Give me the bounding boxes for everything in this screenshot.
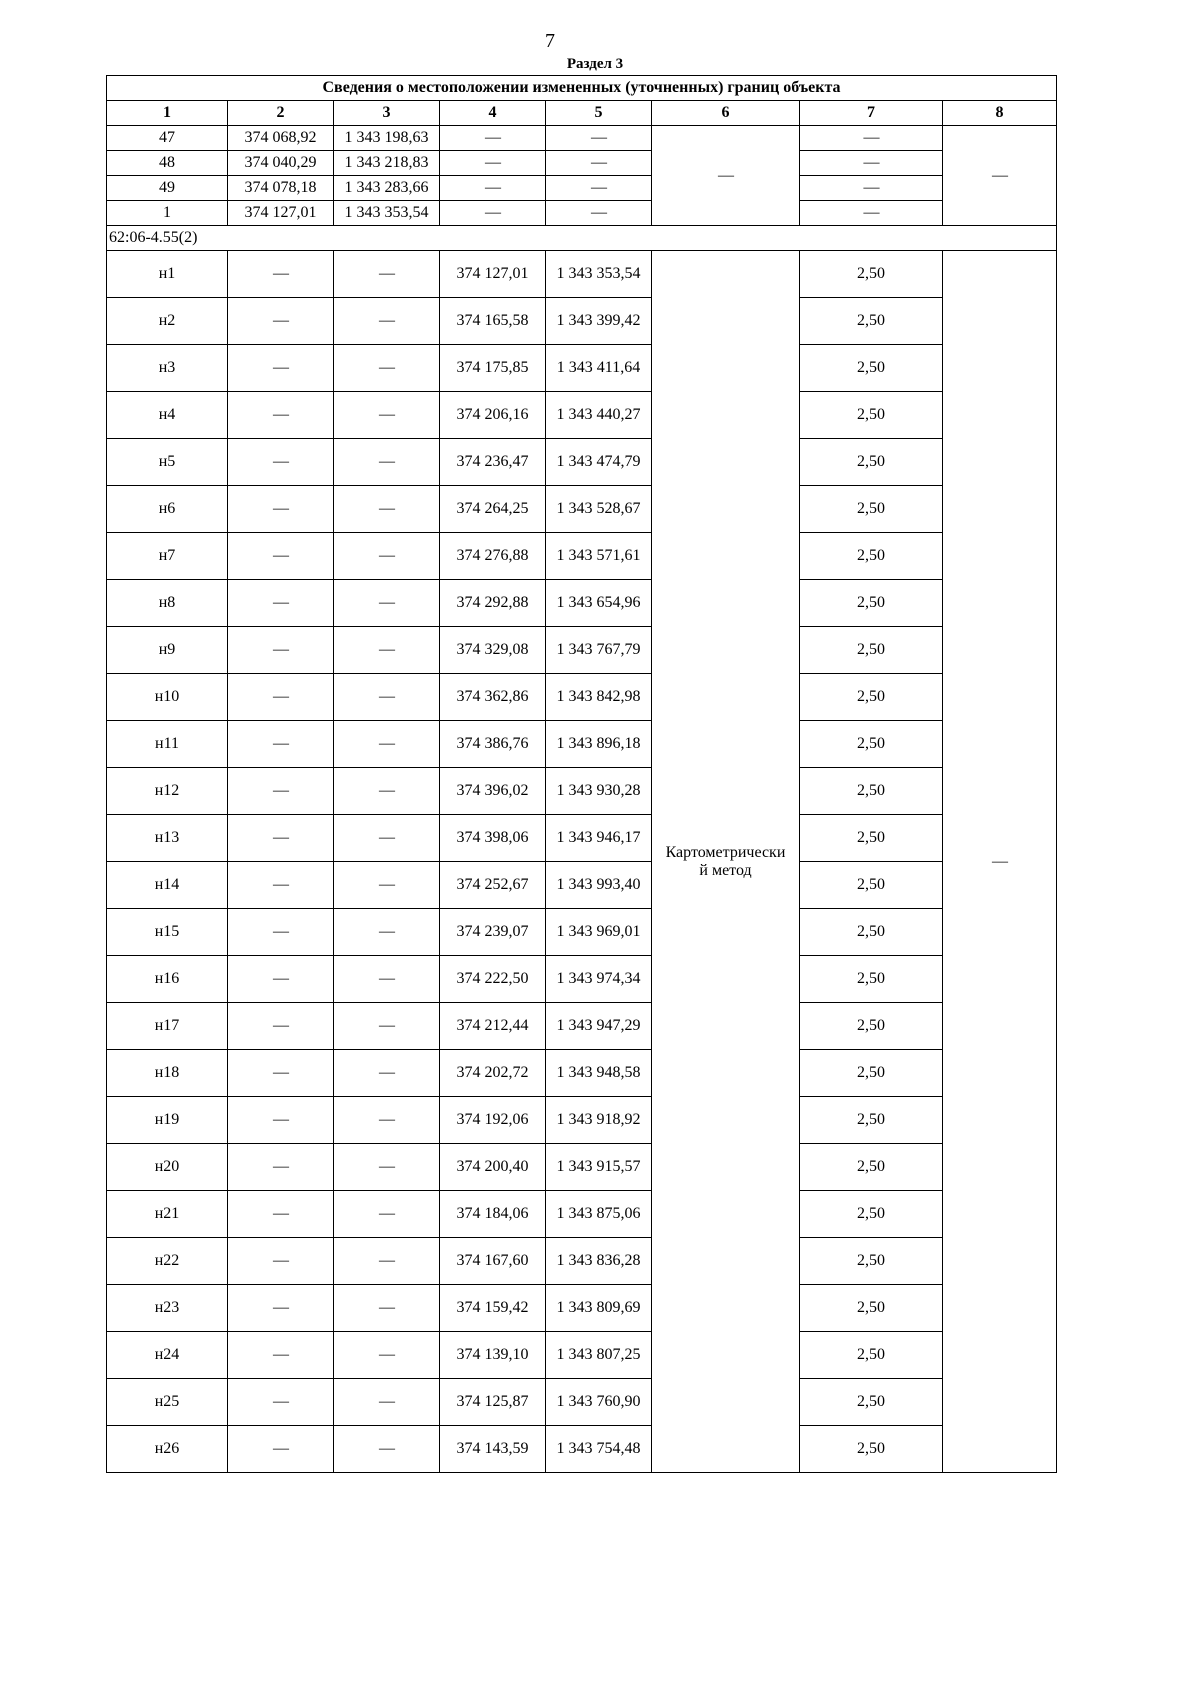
y-old-cell: — <box>334 1332 440 1379</box>
point-number-cell: н23 <box>107 1285 228 1332</box>
x-old-cell: — <box>228 1285 334 1332</box>
accuracy-cell: 2,50 <box>800 298 943 345</box>
method-cell: Картометрически й метод <box>652 251 800 1473</box>
table-row <box>107 176 1057 201</box>
y-new-cell: 1 343 767,79 <box>546 627 652 674</box>
x-old-cell: — <box>228 721 334 768</box>
table-row <box>107 201 1057 226</box>
y-old-cell: — <box>334 580 440 627</box>
accuracy-cell: 2,50 <box>800 721 943 768</box>
x-new-cell: 374 125,87 <box>440 1379 546 1426</box>
table-row <box>107 251 1057 298</box>
y-new-cell: — <box>546 151 652 176</box>
column-number: 8 <box>943 101 1057 126</box>
column-number: 2 <box>228 101 334 126</box>
accuracy-cell: 2,50 <box>800 627 943 674</box>
x-new-cell: 374 202,72 <box>440 1050 546 1097</box>
point-number-cell: н4 <box>107 392 228 439</box>
point-number-cell: н25 <box>107 1379 228 1426</box>
point-number-cell: 47 <box>107 126 228 151</box>
table-row <box>107 1285 1057 1332</box>
table-row <box>107 674 1057 721</box>
accuracy-cell: 2,50 <box>800 1191 943 1238</box>
table-row <box>107 1003 1057 1050</box>
accuracy-cell: 2,50 <box>800 1003 943 1050</box>
table-row <box>107 533 1057 580</box>
x-old-cell: — <box>228 815 334 862</box>
table-row <box>107 345 1057 392</box>
point-number-cell: н14 <box>107 862 228 909</box>
x-old-cell: — <box>228 1332 334 1379</box>
accuracy-cell: 2,50 <box>800 1097 943 1144</box>
x-new-cell: — <box>440 151 546 176</box>
x-old-cell: 374 127,01 <box>228 201 334 226</box>
accuracy-cell: 2,50 <box>800 956 943 1003</box>
point-number-cell: н11 <box>107 721 228 768</box>
point-number-cell: н2 <box>107 298 228 345</box>
y-old-cell: — <box>334 298 440 345</box>
note-cell: — <box>943 251 1057 1473</box>
y-new-cell: 1 343 528,67 <box>546 486 652 533</box>
table-row <box>107 815 1057 862</box>
x-new-cell: 374 206,16 <box>440 392 546 439</box>
accuracy-cell: 2,50 <box>800 674 943 721</box>
table-row <box>107 1097 1057 1144</box>
accuracy-cell: 2,50 <box>800 909 943 956</box>
section-title: Раздел 3 <box>566 56 624 72</box>
y-old-cell: — <box>334 1285 440 1332</box>
y-new-cell: 1 343 654,96 <box>546 580 652 627</box>
x-new-cell: 374 264,25 <box>440 486 546 533</box>
table-row <box>107 151 1057 176</box>
y-old-cell: — <box>334 674 440 721</box>
y-old-cell: — <box>334 1238 440 1285</box>
page-number: 7 <box>545 30 555 52</box>
y-old-cell: — <box>334 486 440 533</box>
y-old-cell: — <box>334 768 440 815</box>
point-number-cell: н5 <box>107 439 228 486</box>
table-row <box>107 392 1057 439</box>
point-number-cell: 48 <box>107 151 228 176</box>
y-new-cell: 1 343 946,17 <box>546 815 652 862</box>
column-number: 1 <box>107 101 228 126</box>
x-old-cell: — <box>228 392 334 439</box>
point-number-cell: 49 <box>107 176 228 201</box>
object-id-row <box>107 226 1057 251</box>
x-new-cell: 374 239,07 <box>440 909 546 956</box>
point-number-cell: н9 <box>107 627 228 674</box>
table-row <box>107 1144 1057 1191</box>
table-row <box>107 580 1057 627</box>
x-new-cell: 374 292,88 <box>440 580 546 627</box>
x-new-cell: — <box>440 176 546 201</box>
y-new-cell: 1 343 399,42 <box>546 298 652 345</box>
y-old-cell: — <box>334 533 440 580</box>
accuracy-cell: 2,50 <box>800 862 943 909</box>
point-number-cell: н18 <box>107 1050 228 1097</box>
x-old-cell: — <box>228 251 334 298</box>
y-old-cell: 1 343 218,83 <box>334 151 440 176</box>
x-new-cell: 374 127,01 <box>440 251 546 298</box>
y-new-cell: 1 343 440,27 <box>546 392 652 439</box>
point-number-cell: н1 <box>107 251 228 298</box>
y-old-cell: 1 343 353,54 <box>334 201 440 226</box>
table-row <box>107 1426 1057 1473</box>
y-new-cell: 1 343 918,92 <box>546 1097 652 1144</box>
x-new-cell: 374 236,47 <box>440 439 546 486</box>
x-new-cell: 374 175,85 <box>440 345 546 392</box>
x-new-cell: 374 396,02 <box>440 768 546 815</box>
y-new-cell: — <box>546 201 652 226</box>
x-old-cell: — <box>228 580 334 627</box>
point-number-cell: н21 <box>107 1191 228 1238</box>
table-row <box>107 298 1057 345</box>
y-new-cell: 1 343 807,25 <box>546 1332 652 1379</box>
column-number: 4 <box>440 101 546 126</box>
y-new-cell: — <box>546 176 652 201</box>
point-number-cell: н13 <box>107 815 228 862</box>
x-old-cell: 374 078,18 <box>228 176 334 201</box>
table-row <box>107 909 1057 956</box>
table-row <box>107 126 1057 151</box>
table-row <box>107 486 1057 533</box>
accuracy-cell: 2,50 <box>800 1379 943 1426</box>
method-cell: — <box>652 126 800 226</box>
table-row <box>107 439 1057 486</box>
y-new-cell: 1 343 411,64 <box>546 345 652 392</box>
y-old-cell: — <box>334 862 440 909</box>
x-old-cell: — <box>228 1238 334 1285</box>
y-new-cell: 1 343 809,69 <box>546 1285 652 1332</box>
x-old-cell: — <box>228 674 334 721</box>
x-new-cell: 374 184,06 <box>440 1191 546 1238</box>
column-number: 5 <box>546 101 652 126</box>
table-row <box>107 768 1057 815</box>
point-number-cell: н12 <box>107 768 228 815</box>
accuracy-cell: 2,50 <box>800 1050 943 1097</box>
point-number-cell: н22 <box>107 1238 228 1285</box>
x-old-cell: — <box>228 1050 334 1097</box>
y-old-cell: — <box>334 1097 440 1144</box>
table-row <box>107 721 1057 768</box>
table-row <box>107 627 1057 674</box>
x-old-cell: — <box>228 627 334 674</box>
y-old-cell: 1 343 283,66 <box>334 176 440 201</box>
x-old-cell: — <box>228 1191 334 1238</box>
x-old-cell: — <box>228 1426 334 1473</box>
y-old-cell: — <box>334 1050 440 1097</box>
column-number: 6 <box>652 101 800 126</box>
x-new-cell: 374 139,10 <box>440 1332 546 1379</box>
y-new-cell: 1 343 948,58 <box>546 1050 652 1097</box>
y-new-cell: 1 343 353,54 <box>546 251 652 298</box>
x-new-cell: 374 212,44 <box>440 1003 546 1050</box>
y-old-cell: — <box>334 627 440 674</box>
accuracy-cell: 2,50 <box>800 392 943 439</box>
accuracy-cell: — <box>800 201 943 226</box>
y-old-cell: — <box>334 909 440 956</box>
y-old-cell: — <box>334 1426 440 1473</box>
table-title: Сведения о местоположении измененных (уточненных) границ объекта <box>107 76 1057 101</box>
y-old-cell: — <box>334 251 440 298</box>
y-old-cell: — <box>334 345 440 392</box>
column-number: 3 <box>334 101 440 126</box>
accuracy-cell: 2,50 <box>800 251 943 298</box>
y-new-cell: 1 343 993,40 <box>546 862 652 909</box>
y-new-cell: 1 343 930,28 <box>546 768 652 815</box>
point-number-cell: н8 <box>107 580 228 627</box>
y-new-cell: 1 343 947,29 <box>546 1003 652 1050</box>
x-new-cell: 374 222,50 <box>440 956 546 1003</box>
y-new-cell: 1 343 896,18 <box>546 721 652 768</box>
point-number-cell: н10 <box>107 674 228 721</box>
x-new-cell: 374 192,06 <box>440 1097 546 1144</box>
x-old-cell: — <box>228 298 334 345</box>
column-number: 7 <box>800 101 943 126</box>
x-new-cell: — <box>440 126 546 151</box>
x-old-cell: — <box>228 1144 334 1191</box>
table-row <box>107 1379 1057 1426</box>
point-number-cell: н19 <box>107 1097 228 1144</box>
x-old-cell: — <box>228 1097 334 1144</box>
accuracy-cell: 2,50 <box>800 580 943 627</box>
x-old-cell: — <box>228 533 334 580</box>
accuracy-cell: 2,50 <box>800 815 943 862</box>
table-row <box>107 862 1057 909</box>
column-number-row <box>107 101 1057 126</box>
x-old-cell: 374 068,92 <box>228 126 334 151</box>
y-new-cell: — <box>546 126 652 151</box>
x-new-cell: 374 329,08 <box>440 627 546 674</box>
x-old-cell: — <box>228 439 334 486</box>
accuracy-cell: — <box>800 151 943 176</box>
accuracy-cell: 2,50 <box>800 533 943 580</box>
x-old-cell: — <box>228 1379 334 1426</box>
point-number-cell: н24 <box>107 1332 228 1379</box>
table-row <box>107 1332 1057 1379</box>
accuracy-cell: 2,50 <box>800 439 943 486</box>
y-old-cell: — <box>334 1191 440 1238</box>
y-old-cell: — <box>334 1144 440 1191</box>
point-number-cell: н20 <box>107 1144 228 1191</box>
y-old-cell: — <box>334 1379 440 1426</box>
accuracy-cell: — <box>800 126 943 151</box>
accuracy-cell: 2,50 <box>800 486 943 533</box>
note-cell: — <box>943 126 1057 226</box>
y-new-cell: 1 343 760,90 <box>546 1379 652 1426</box>
x-new-cell: 374 398,06 <box>440 815 546 862</box>
x-new-cell: 374 159,42 <box>440 1285 546 1332</box>
x-old-cell: — <box>228 345 334 392</box>
boundary-table <box>106 75 1057 1473</box>
accuracy-cell: — <box>800 176 943 201</box>
y-new-cell: 1 343 754,48 <box>546 1426 652 1473</box>
point-number-cell: н7 <box>107 533 228 580</box>
x-new-cell: 374 167,60 <box>440 1238 546 1285</box>
point-number-cell: н26 <box>107 1426 228 1473</box>
y-new-cell: 1 343 474,79 <box>546 439 652 486</box>
x-old-cell: — <box>228 768 334 815</box>
y-old-cell: — <box>334 392 440 439</box>
table-row <box>107 1191 1057 1238</box>
x-new-cell: 374 276,88 <box>440 533 546 580</box>
object-id: 62:06-4.55(2) <box>107 226 1057 251</box>
accuracy-cell: 2,50 <box>800 1285 943 1332</box>
x-new-cell: 374 143,59 <box>440 1426 546 1473</box>
y-new-cell: 1 343 571,61 <box>546 533 652 580</box>
accuracy-cell: 2,50 <box>800 1332 943 1379</box>
point-number-cell: н17 <box>107 1003 228 1050</box>
accuracy-cell: 2,50 <box>800 1238 943 1285</box>
accuracy-cell: 2,50 <box>800 1144 943 1191</box>
accuracy-cell: 2,50 <box>800 1426 943 1473</box>
y-old-cell: — <box>334 815 440 862</box>
table-row <box>107 956 1057 1003</box>
y-old-cell: — <box>334 1003 440 1050</box>
x-old-cell: — <box>228 486 334 533</box>
x-new-cell: 374 252,67 <box>440 862 546 909</box>
point-number-cell: н3 <box>107 345 228 392</box>
y-old-cell: — <box>334 721 440 768</box>
y-new-cell: 1 343 875,06 <box>546 1191 652 1238</box>
x-old-cell: 374 040,29 <box>228 151 334 176</box>
y-old-cell: — <box>334 956 440 1003</box>
y-new-cell: 1 343 974,34 <box>546 956 652 1003</box>
x-new-cell: — <box>440 201 546 226</box>
y-old-cell: 1 343 198,63 <box>334 126 440 151</box>
point-number-cell: 1 <box>107 201 228 226</box>
table-caption-row <box>107 76 1057 101</box>
accuracy-cell: 2,50 <box>800 768 943 815</box>
x-new-cell: 374 386,76 <box>440 721 546 768</box>
point-number-cell: н15 <box>107 909 228 956</box>
x-new-cell: 374 362,86 <box>440 674 546 721</box>
table-row <box>107 1238 1057 1285</box>
y-new-cell: 1 343 969,01 <box>546 909 652 956</box>
y-new-cell: 1 343 915,57 <box>546 1144 652 1191</box>
y-new-cell: 1 343 842,98 <box>546 674 652 721</box>
y-new-cell: 1 343 836,28 <box>546 1238 652 1285</box>
x-new-cell: 374 165,58 <box>440 298 546 345</box>
point-number-cell: н16 <box>107 956 228 1003</box>
point-number-cell: н6 <box>107 486 228 533</box>
x-old-cell: — <box>228 1003 334 1050</box>
table-row <box>107 1050 1057 1097</box>
accuracy-cell: 2,50 <box>800 345 943 392</box>
x-old-cell: — <box>228 909 334 956</box>
x-old-cell: — <box>228 956 334 1003</box>
x-old-cell: — <box>228 862 334 909</box>
y-old-cell: — <box>334 439 440 486</box>
x-new-cell: 374 200,40 <box>440 1144 546 1191</box>
